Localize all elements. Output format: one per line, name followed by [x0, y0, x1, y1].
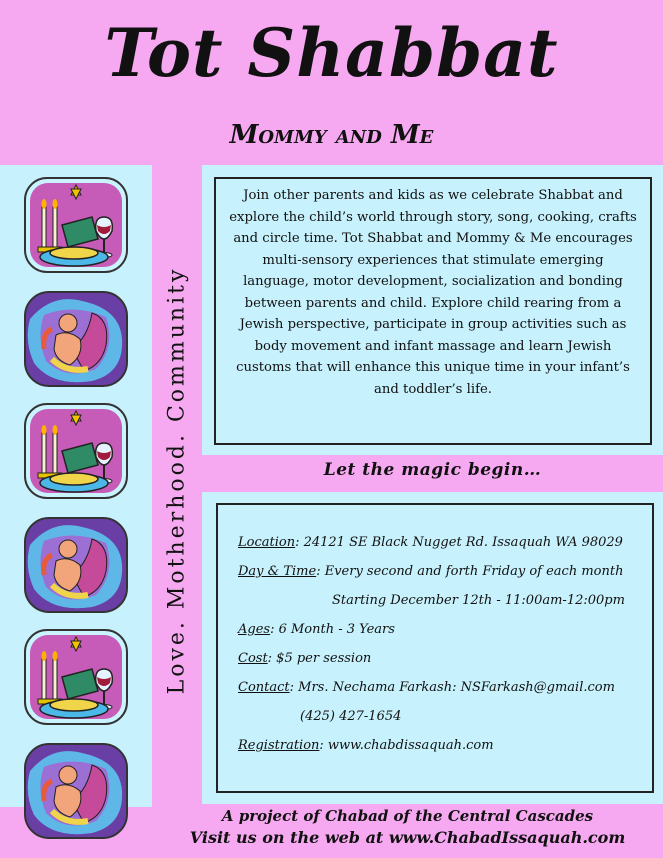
flyer-title: Tot Shabbat	[104, 14, 559, 92]
details-box	[216, 503, 654, 793]
registration-label: Registration	[238, 738, 320, 753]
location-label: Location	[238, 535, 296, 550]
day-time-value: : Every second and forth Friday of each month	[316, 564, 624, 579]
footer-line-website: Visit us on the web at www.ChabadIssaquah.com	[189, 828, 626, 847]
start-row	[238, 593, 648, 622]
contact-label: Contact	[238, 680, 290, 695]
registration-value: : www.chabdissaquah.com	[319, 738, 494, 753]
shabbat-candles-icon	[22, 175, 130, 275]
day-time-label: Day & Time	[238, 564, 317, 579]
intro-box	[214, 177, 652, 445]
footer	[152, 806, 663, 848]
footer-line-project: A project of Chabad of the Central Cascades	[221, 807, 594, 825]
vertical-slogan	[158, 210, 196, 750]
ages-row	[238, 622, 648, 651]
location-row	[238, 535, 648, 564]
ages-value: : 6 Month - 3 Years	[270, 622, 395, 637]
mother-child-icon	[22, 515, 130, 615]
details-list	[238, 535, 648, 767]
intro-text: Join other parents and kids as we celebrate Shabbat and explore the child’s world through story, song, cooking, crafts and circle time. Tot Shabbat and Mommy & Me encourages multi-sensory experiences that stimulate emerging language, motor development, socialization and bonding between parents and child. Explore child rearing from a Jewish perspective, participate in group activities such as body movement and infant massage and learn Jewish customs that will enhance this unique time in your infant’s and toddler’s life.	[229, 188, 637, 397]
registration-row	[238, 738, 648, 767]
flyer-subtitle: Mommy and Me	[229, 120, 434, 150]
ages-label: Ages	[238, 622, 271, 637]
slogan-text: Love. Motherhood. Community	[164, 266, 190, 694]
cost-label: Cost	[238, 651, 268, 666]
mother-child-icon	[22, 741, 130, 841]
shabbat-candles-icon	[22, 401, 130, 501]
shabbat-candles-icon	[22, 627, 130, 727]
location-value: : 24121 SE Black Nugget Rd. Issaquah WA 98029	[295, 535, 623, 550]
phone-value: (425) 427-1654	[300, 709, 402, 724]
mother-child-icon	[22, 289, 130, 389]
contact-row	[238, 680, 648, 709]
clipart-sidebar	[0, 165, 152, 807]
tagline: Let the magic begin…	[323, 460, 542, 480]
start-value: Starting December 12th - 11:00am-12:00pm	[332, 593, 625, 608]
contact-value: : Mrs. Nechama Farkash: NSFarkash@gmail.com	[289, 680, 615, 695]
cost-value: : $5 per session	[267, 651, 372, 666]
cost-row	[238, 651, 648, 680]
phone-row	[238, 709, 648, 738]
day-time-row	[238, 564, 648, 593]
